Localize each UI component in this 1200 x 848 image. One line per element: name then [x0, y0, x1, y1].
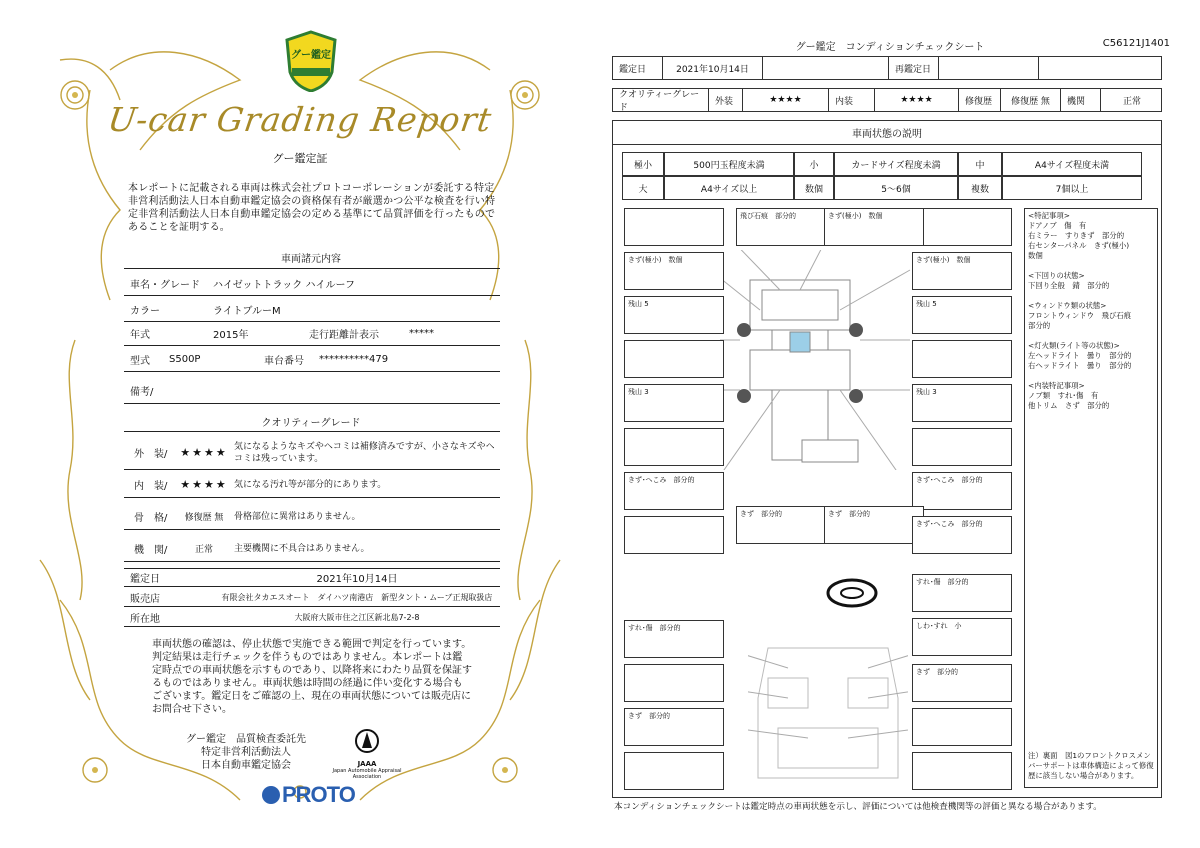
- note-line: 右センターパネル きず(極小): [1028, 241, 1130, 250]
- exterior-note-box: 残山 5: [624, 296, 724, 334]
- note-box-empty: [624, 516, 724, 554]
- legend-cell: 極小: [622, 152, 664, 176]
- note-line: ドアノブ 傷 有: [1028, 221, 1087, 230]
- note-box-empty: [624, 428, 724, 466]
- vehicle-exterior-diagram: [720, 250, 920, 470]
- proto-mark-icon: [262, 786, 280, 804]
- spec-row-color: カラー ライトブルーM: [124, 298, 500, 322]
- spec-row-remarks: 備考/: [124, 378, 500, 404]
- legend-cell: 5～6個: [834, 176, 958, 200]
- report-title: U-car Grading Report: [105, 100, 495, 139]
- note-line: <灯火類(ライト等の状態)>: [1028, 341, 1120, 350]
- special-notes: [1024, 208, 1158, 788]
- grade-row: 内 装/ ★★★★ 気になる汚れ等が部分的にあります。: [124, 472, 500, 498]
- interior-note-box: しわ･すれ 小: [912, 618, 1012, 656]
- interior-note-box: きず 部分的: [624, 708, 724, 746]
- date-row: 鑑定日 2021年10月14日 再鑑定日: [612, 56, 1162, 80]
- sheet-footer: 本コンディションチェックシートは鑑定時点の車両状態を示し、評価については他検査機関等の評価と異なる場合があります。: [614, 802, 1102, 812]
- legend-cell: A4サイズ程度未満: [1002, 152, 1142, 176]
- exterior-note-box: きず･へこみ 部分的: [912, 516, 1012, 554]
- jaaa-emblem-icon: [354, 728, 380, 758]
- condition-check-sheet: [600, 0, 1200, 848]
- spec-row-model: 型式 S500P 車台番号 **********479: [124, 348, 500, 372]
- note-line: <特記事項>: [1028, 211, 1070, 220]
- state-title: 車両状態の説明: [613, 121, 1161, 145]
- note-line: [1028, 331, 1154, 341]
- legend-cell: 数個: [794, 176, 834, 200]
- sheet-code: C56121J1401: [1102, 38, 1170, 49]
- note-line: <下回りの状態>: [1028, 271, 1085, 280]
- interior-note-box: すれ･傷 部分的: [912, 574, 1012, 612]
- legend-cell: 小: [794, 152, 834, 176]
- info-row: 所在地 大阪府大阪市住之江区新北島7-2-8: [124, 608, 500, 627]
- grade-row: 外 装/ ★★★★ 気になるようなキズやヘコミは補修済みですが、小さなキズやヘコミは残っています。: [124, 436, 500, 470]
- note-line: フロントウィンドウ 飛び石痕: [1028, 311, 1132, 320]
- note-line: <ウィンドウ類の状態>: [1028, 301, 1107, 310]
- note-line: <内装特記事項>: [1028, 381, 1085, 390]
- interior-note-box: すれ･傷 部分的: [624, 620, 724, 658]
- note-line: 右ヘッドライト 曇り 部分的: [1028, 361, 1132, 370]
- legend-cell: 中: [958, 152, 1002, 176]
- exterior-note-box: きず(極小) 数個: [912, 252, 1012, 290]
- note-line: [1028, 291, 1154, 301]
- note-line: 下回り全般 錆 部分的: [1028, 281, 1110, 290]
- grade-row: 機 関/ 正常 主要機関に不具合はありません。: [124, 536, 500, 562]
- grade-row: 骨 格/ 修復歴 無 骨格部位に異常はありません。: [124, 504, 500, 530]
- steering-wheel-icon: [826, 578, 878, 608]
- note-line: 右ミラー すりきず 部分的: [1028, 231, 1125, 240]
- note-line: ノブ類 すれ･傷 有: [1028, 391, 1099, 400]
- exterior-note-box: きず(極小) 数個: [624, 252, 724, 290]
- exterior-note-box: きず･へこみ 部分的: [624, 472, 724, 510]
- certificate-title: グー鑑定証: [272, 152, 328, 165]
- goo-kantei-logo: [284, 30, 338, 92]
- note-line: [1028, 371, 1154, 381]
- logo-text: グー鑑定: [291, 50, 331, 61]
- disclaimer-notice: 車両状態の確認は、停止状態で実施できる範囲で判定を行っています。判定結果は走行チェックを伴うものではありません。本レポートは鑑定時点での車両状態を示すものであり、以降将来にわたり品質を保証するものではありません。車両状態は時間の経過に伴い変化する場合もございます。鑑定日をご確認の上、現在の車両状態については販売店にお問合せ下さい。: [152, 639, 472, 715]
- exterior-note-box: きず･へこみ 部分的: [912, 472, 1012, 510]
- quality-title: クオリティーグレード: [261, 418, 361, 429]
- note-box-empty: [912, 708, 1012, 746]
- note-box-empty: [912, 340, 1012, 378]
- exterior-note-box: きず 部分的: [824, 506, 924, 544]
- exterior-note-box: 飛び石痕 部分的: [736, 208, 836, 246]
- grade-row: クオリティーグレード 外装 ★★★★ 内装 ★★★★ 修復歴 修復歴 無 機関 正常: [612, 88, 1162, 112]
- note-box-empty: [624, 208, 724, 246]
- note-box-empty: [912, 208, 1012, 246]
- spec-row-name: 車名・グレード ハイゼットトラック ハイルーフ: [124, 272, 500, 296]
- interior-note-box: きず 部分的: [912, 664, 1012, 702]
- legend-cell: 大: [622, 176, 664, 200]
- legend-cell: 500円玉程度未満: [664, 152, 794, 176]
- note-line: 部分的: [1028, 321, 1051, 330]
- legend-cell: カードサイズ程度未満: [834, 152, 958, 176]
- note-line: 数個: [1028, 251, 1043, 260]
- note-line: [1028, 261, 1154, 271]
- exterior-note-box: きず 部分的: [736, 506, 836, 544]
- specs-title: 車両諸元内容: [281, 254, 341, 265]
- note-line: 左ヘッドライト 曇り 部分的: [1028, 351, 1132, 360]
- certificate-intro: 本レポートに記載される車両は株式会社プロトコーポレーションが委託する特定非営利活動法人日本自動車鑑定協会の資格保有者が厳選かつ公平な検査を行い特定非営利活動法人日本自動車鑑定協会の定める基準にて品質評価を行ったものであることを証明する。: [128, 183, 496, 233]
- legend-cell: 複数: [958, 176, 1002, 200]
- exterior-note-box: 残山 3: [624, 384, 724, 422]
- note-box-empty: [624, 752, 724, 790]
- proto-logo: PROTO: [262, 782, 355, 808]
- organization-name: グー鑑定 品質検査委託先 特定非営利活動法人 日本自動車鑑定協会: [186, 734, 306, 771]
- front-cross-member-note: 注）裏面 図1のフロントクロスメンバーサポートは車体構造によって修復歴に該当しない場合があります。: [1028, 751, 1154, 780]
- info-row: 販売店 有限会社タカエスオート ダイハツ南港店 新型タント・ムーブ正規取扱店: [124, 588, 500, 607]
- info-row: 鑑定日 2021年10月14日: [124, 568, 500, 587]
- legend-cell: A4サイズ以上: [664, 176, 794, 200]
- jaaa-logo: JAAA Japan Automobile Appraisal Association: [332, 728, 402, 780]
- sheet-title: グー鑑定 コンディションチェックシート: [795, 42, 985, 53]
- note-line: 他トリム さず 部分的: [1028, 401, 1110, 410]
- note-box-empty: [912, 428, 1012, 466]
- note-box-empty: [624, 664, 724, 702]
- spec-row-year: 年式 2015年 走行距離計表示 *****: [124, 322, 500, 346]
- legend-cell: 7個以上: [1002, 176, 1142, 200]
- note-box-empty: [912, 752, 1012, 790]
- exterior-note-box: 残山 5: [912, 296, 1012, 334]
- note-box-empty: [624, 340, 724, 378]
- exterior-note-box: きず(極小) 数個: [824, 208, 924, 246]
- vehicle-interior-diagram: [748, 638, 908, 788]
- exterior-note-box: 残山 3: [912, 384, 1012, 422]
